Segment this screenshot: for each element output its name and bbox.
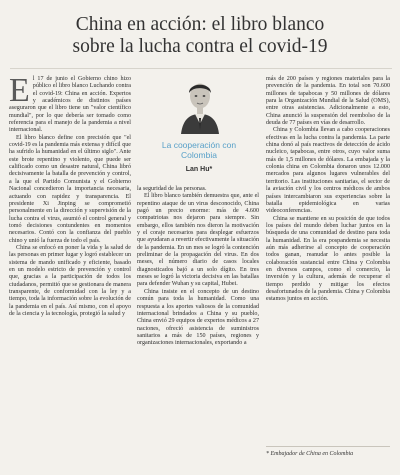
headline-line-1: China en acción: el libro blanco [75, 14, 325, 35]
headline-line-2: sobre la lucha contra el covid-19 [72, 36, 328, 57]
author-box [140, 74, 258, 184]
author-portrait [177, 74, 223, 134]
drop-cap: E [9, 72, 30, 109]
column-3 [266, 76, 390, 304]
paragraph: l 17 de junio el Gobierno chino hizo público el libro blanco Luchando contra el covid-19: China en acción. Expertos y académicos de distintos países aseguraron que el libro tiene un "valor científico mundial", por lo que debería ser tomado como referencia para el manejo de la pandemia a nivel internacional. [9, 76, 131, 134]
paragraph: El libro blanco también demuestra que, ante el repentino ataque de un virus desconocido, China pagó un precio enorme: más de 4.600 compatriotas nos dejaron para siempre. Sin embargo, ellos también nos dieron la motivación y el coraje necesarios para desplegar esfuerzos que ayudaran a revertir efectivamente la situación de la pandemia. En un mes se logró la contención preliminar de la propagación del virus. En dos meses, el número diario de casos locales diagnosticados bajó a un solo dígito. En tres meses se logró la victoria decisiva en las batallas para defender Wuhan y su capital, Hubei. [137, 193, 259, 288]
paragraph: más de 200 países y regiones materiales para la prevención de la pandemia. En total son 70.600 millones de tapabocas y 50 millones de dólares para la Organización Mundial de la Salud (OMS), entre otras asistencias. Adicionalmente a esto, China anunció la suspensión del reembolso de la deuda de 77 países en vías de desarrollo. [266, 76, 390, 127]
paragraph: El libro blanco define con precisión que "el covid-19 es la pandemia más extensa y difícil que ha sufrido la humanidad en el último siglo". Ante este brote repentino y violento, que puede ser calificado como un desastre natural, China libró decisivamente la batalla de prevención y control, a la que el Partido Comunista y el Gobierno Nacional concedieron la importancia necesaria, actuando con rapidez y transparencia. El presidente Xi Jinping se comprometió personalmente en la dirección y supervisión de la lucha contra el virus, asumió el control general y tomó decisiones contundentes en momentos necesarios. Contó con la confianza del pueblo chino y unió la fuerza de todo el país. [9, 134, 131, 244]
paragraph: China y Colombia llevan a cabo cooperaciones efectivas en la lucha contra la pandemia. La parte china donó al país reactivos de detección de ácido nucleico, tapabocas, entre otros, cuyo valor suma más de 1,5 millones de dólares. La embajada y la colonia china en Colombia donaron unos 12.000 mercados para algunos lugares vulnerables del territorio. Las instituciones sanitarias, el sector de la aviación civil y los centros médicos de ambos países intercambiaron sus experiencias sobre la batalla epidemiológica en varias videoconferencias. [266, 127, 390, 215]
column-1 [9, 72, 131, 318]
caption-line-2: Colombia [181, 150, 217, 160]
paragraph: China se mantiene en su posición de que todos los países del mundo deben luchar juntos en la búsqueda de una comunidad de destino para toda la humanidad. En la era pospandemia se necesita aún más adherirse al concepto de cooperación todos ganan, reanudar lo antes posible la colaboración sustancial entre China y Colombia en diversos campos, como el comercio, la inversión y la cultura, además de recuperar el tiempo perdido y mitigar los efectos desafortunados de la pandemia. China y Colombia estamos juntos en acción. [266, 215, 390, 303]
headline-divider [10, 68, 392, 69]
author-name: Lan Hu* [185, 166, 213, 173]
section-caption [140, 140, 258, 160]
footnote-divider [266, 446, 390, 447]
paragraph: la seguridad de las personas. [137, 186, 207, 192]
column-2 [137, 186, 259, 348]
paragraph: China se enfocó en poner la vida y la salud de las personas en primer lugar y logró establecer un sistema de mando unificado y eficiente, basado en un modelo estricto de prevención y control que, gracias a la participación de todos los ciudadanos, permitió que se gestionara de manera transparente, de conformidad con la ley y a tiempo, toda la información sobre la evolución de la pandemia en el país. Así mismo, con el apoyo de la ciencia y la tecnología, protegió la salud y [9, 244, 131, 317]
caption-line-1: La cooperación con [161, 140, 237, 150]
footnote: * Embajador de China en Colombia [266, 451, 354, 457]
headline [6, 14, 394, 58]
paragraph: China insiste en el concepto de un destino común para toda la humanidad. Como una respuesta a los aportes valiosos de la comunidad internacional brindados a China y su pueblo, China envió 29 equipos de expertos médicos a 27 naciones, ofreció asistencia de suministros sanitarios a más de 150 países, regiones y organizaciones internacionales, exportando a [137, 288, 259, 347]
